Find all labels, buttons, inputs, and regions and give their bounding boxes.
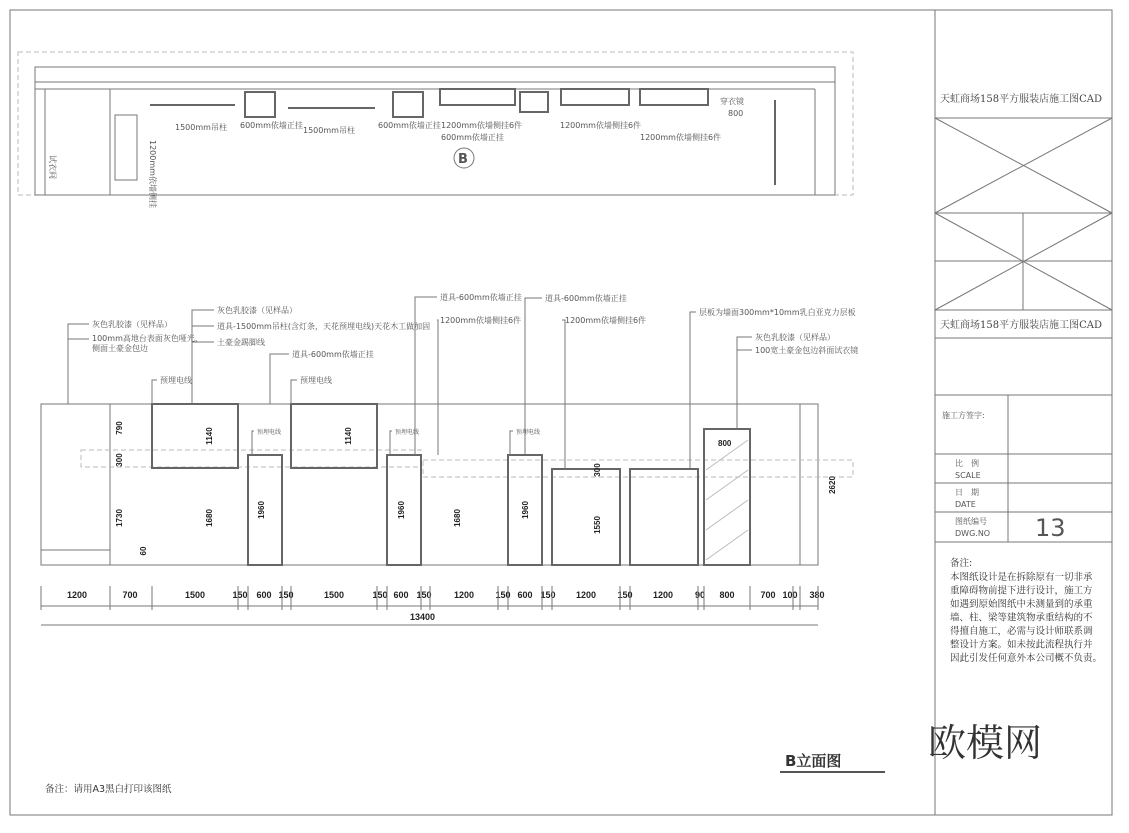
callout-leader (510, 431, 513, 455)
callout-label: 道具-600mm依墙正挂 (545, 294, 627, 303)
dim-label: 1140 (205, 427, 214, 445)
callout-leader (270, 354, 289, 404)
plan-label: 600mm依墙正挂 (441, 133, 504, 142)
plan-label: 1200mm依墙侧挂6件 (640, 133, 722, 142)
dim-label: 1200 (66, 590, 88, 600)
dim-label: 800 (719, 590, 735, 600)
dim-label: 600 (517, 590, 533, 600)
total-dimension: 13400 (410, 612, 436, 622)
footer-note: 备注：请用A3黑白打印该图纸 (45, 784, 172, 795)
dim-label: 1550 (593, 516, 602, 534)
callout-label: 预埋电线 (395, 429, 420, 436)
callout-label: 土豪金踢脚线 (217, 338, 265, 347)
dim-label: 790 (115, 421, 124, 435)
dim-label: 600 (256, 590, 272, 600)
dim-label: 1960 (257, 501, 266, 519)
dim-label: 300 (593, 463, 602, 477)
callout-label: 1200mm依墙侧挂6件 (440, 316, 522, 325)
date-label: 日 期 (955, 488, 979, 497)
callout-label: 100宽土豪金包边斜面试衣镜 (755, 346, 859, 355)
dim-label: 1960 (521, 501, 530, 519)
dim-label: 800 (718, 439, 732, 448)
plan-label: 1200mm依墙侧挂6件 (560, 121, 642, 130)
plan-view (18, 52, 853, 208)
plan-label: 1200mm依墙侧挂 (148, 140, 157, 208)
dim-label: 150 (495, 590, 511, 600)
callout-leader (737, 337, 752, 429)
notes-line: 重障碍物前提下进行设计，施工方 (950, 585, 1093, 597)
notes-line: 墙、柱、梁等建筑物承重结构的不 (950, 612, 1093, 624)
plan-label: 600mm依墙正挂 (240, 121, 303, 130)
callout-label: 道具-1500mm吊柱(含灯条，天花预埋电线)天花木工做加固 (217, 322, 431, 331)
callout-label: 预埋电线 (516, 429, 541, 436)
dim-label: 1200 (453, 590, 475, 600)
dim-label: 1960 (397, 501, 406, 519)
callout-label: 灰色乳胶漆（见样品） (755, 333, 835, 342)
notes-line: 因此引发任何意外本公司概不负责。 (950, 653, 1103, 664)
callout-wrap (92, 334, 204, 358)
dim-label: 150 (372, 590, 388, 600)
callout-label: 道具-600mm依墙正挂 (440, 293, 522, 302)
scale-label-en: SCALE (955, 471, 981, 480)
callout-leader (252, 431, 254, 455)
dim-label: 700 (122, 590, 138, 600)
dim-label: 90 (694, 590, 706, 600)
plan-label: 600mm依墙正挂 (378, 121, 441, 130)
title-block (928, 10, 1112, 815)
dim-label: 150 (540, 590, 556, 600)
callout-label: 层板为墙面300mm*10mm乳白亚克力层板 (699, 308, 856, 317)
dim-label: 1500 (184, 590, 206, 600)
dim-label: 60 (139, 546, 148, 556)
callout-leader (390, 431, 392, 455)
dim-label: 1730 (115, 509, 124, 527)
dimension-row (41, 586, 825, 625)
callout-leader (68, 339, 89, 404)
callout-label: 100mm高地台表面灰色哑光，侧面土豪金包边 (92, 334, 203, 353)
dim-label: 1680 (205, 509, 214, 527)
dim-label: 1500 (323, 590, 345, 600)
project-title: 天虹商场158平方服装店施工图CAD (940, 94, 1102, 105)
dim-label: 1140 (344, 427, 353, 445)
dwg-label-en: DWG.NO (955, 529, 991, 538)
dim-label: 100 (782, 590, 798, 600)
logo-watermark: 欧模网 (928, 721, 1043, 765)
drawing-title: B立面图 (785, 752, 842, 770)
notes-line: 得擅自施工，必需与设计师联系调 (950, 626, 1093, 637)
callout-label: 灰色乳胶漆（见样品） (217, 306, 297, 315)
callout-label: 预埋电线 (257, 429, 282, 436)
dim-label: 1200 (652, 590, 674, 600)
callout-label: 道具-600mm依墙正挂 (292, 350, 374, 359)
dwg-label: 图纸编号 (955, 517, 987, 526)
callout-leader (690, 312, 696, 469)
dim-label: 150 (416, 590, 432, 600)
plan-label: 1500mm吊柱 (175, 123, 227, 132)
callout-label: 1200mm依墙侧挂6件 (565, 316, 647, 325)
callout-leader (437, 320, 438, 455)
plan-label: 1200mm依墙侧挂6件 (441, 121, 523, 130)
callout-label: 预埋电线 (300, 376, 332, 385)
project-title-2: 天虹商场158平方服装店施工图CAD (940, 320, 1102, 331)
dim-label: 150 (617, 590, 633, 600)
dim-label: 1200 (575, 590, 597, 600)
notes-title: 备注: (950, 558, 973, 569)
callout-leader (737, 350, 752, 429)
dim-label: 150 (278, 590, 294, 600)
callout-label: 预埋电线 (160, 376, 192, 385)
dim-label: 600 (393, 590, 409, 600)
callout-leader (562, 320, 565, 469)
signature-label: 施工方签字: (942, 411, 985, 420)
callout-leader (291, 380, 297, 404)
section-marker: B (458, 152, 468, 167)
date-label-en: DATE (955, 500, 976, 509)
notes-line: 本图纸设计是在拆除原有一切非承 (950, 572, 1093, 583)
notes-body (950, 571, 1102, 664)
notes-line: 如遇到原始图纸中未测量到的承重 (950, 599, 1093, 610)
callout-leader (68, 324, 89, 404)
dim-label: 380 (809, 590, 825, 600)
notes-line: 整设计方案。如未按此流程执行并 (950, 639, 1093, 651)
scale-label: 比 例 (955, 459, 979, 468)
dim-label: 2620 (828, 476, 837, 494)
plan-label: 800 (728, 109, 744, 118)
dim-label: 150 (232, 590, 248, 600)
plan-label: 1500mm吊柱 (303, 126, 355, 135)
dwg-number: 13 (1035, 514, 1066, 542)
dim-label: 1680 (453, 509, 462, 527)
plan-label: 试衣间 (48, 155, 57, 179)
dim-label: 300 (115, 453, 124, 467)
dim-label: 700 (760, 590, 776, 600)
callout-label: 灰色乳胶漆（见样品） (92, 320, 172, 329)
plan-label: 穿衣镜 (720, 97, 744, 106)
elevation (41, 292, 858, 565)
callout-leader (152, 380, 157, 404)
